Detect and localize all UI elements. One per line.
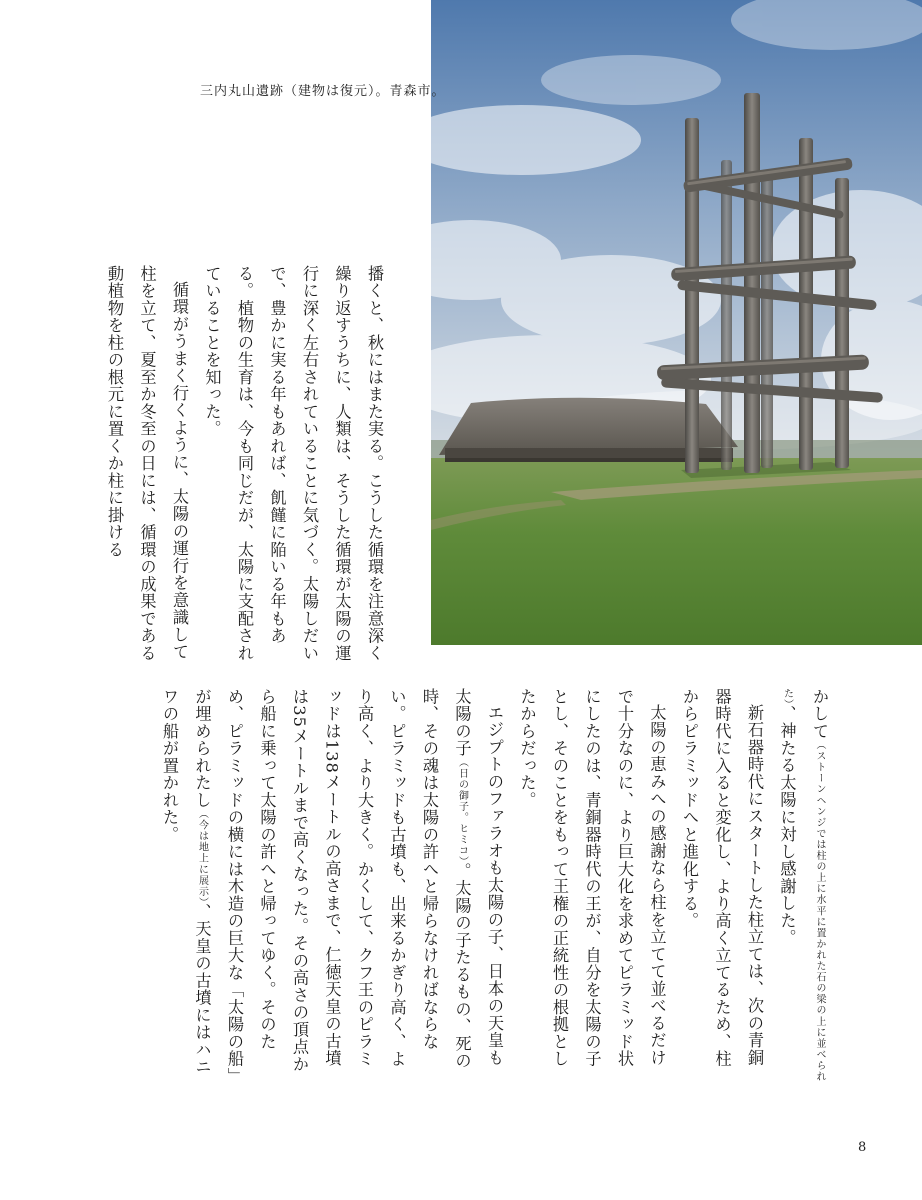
paragraph: 播くと、秋にはまた実る。こうした循環を注意深く繰り返すうちに、人類は、そうした循環が太陽の運行に深く左右されていることに気づく。太陽しだいで、豊かに実る年もあれば、飢饉に陥いる年もある。植物の生育は、今も同じだが、太陽に支配されていることを知った。 bbox=[202, 265, 384, 662]
paragraph: 新石器時代にスタートした柱立ては、次の青銅器時代に入ると変化し、より高く立てるため、柱からピラミッドへと進化する。 bbox=[680, 688, 764, 1068]
photo-caption: 三内丸山遺跡（建物は復元）。青森市。 bbox=[200, 84, 446, 99]
sannai-maruyama-photo bbox=[431, 0, 922, 645]
paragraph: 太陽の恵みへの感謝なら柱を立てて並べるだけで十分なのに、より巨大化を求めてピラミッド状にしたのは、青銅器時代の王が、自分を太陽の子とし、そのことをもって王権の正統性の根拠としたからだった。 bbox=[517, 688, 667, 1068]
text-run: かして bbox=[810, 688, 829, 740]
text-run: 、天皇の古墳にはハニワの船が置かれた。 bbox=[160, 688, 212, 1076]
paragraph bbox=[153, 688, 511, 1083]
page-number: 8 bbox=[858, 1140, 867, 1155]
inline-note: （今は地上に展示） bbox=[196, 808, 208, 904]
text-run: 。太陽の子たるもの、死の時、その魂は太陽の許へと帰らなければならない。ピラミッドも古墳も、出来るかぎり高く、より高く、より大きく。かくして、クフ王のピラミッドは138メートルの高さまで、仁徳天皇の古墳は35メートルまで高くなった。その高さの頂点から船に乗って太陽の許へと帰ってゆく。そのため、ピラミッドの横には木造の巨大な「太陽の船」が埋められたし bbox=[192, 688, 472, 1077]
paragraph: 循環がうまく行くように、太陽の運行を意識して柱を立て、夏至か冬至の日には、循環の成果である動植物を柱の根元に置くか柱に掛ける bbox=[105, 265, 189, 662]
inline-note: （ストーンヘンジでは柱の上に水平に置かれた石の梁の上に並べられた） bbox=[781, 688, 825, 1083]
photo-illustration bbox=[431, 0, 922, 645]
inline-note: （日の御子。ヒミコ） bbox=[456, 757, 468, 863]
text-run: 、神たる太陽に対し感謝した。 bbox=[777, 705, 797, 947]
text-run: エジプトのファラオも太陽の子、日本の天皇も太陽の子 bbox=[452, 688, 504, 1067]
body-text-top bbox=[100, 265, 390, 665]
body-text-bottom bbox=[100, 688, 835, 1083]
paragraph bbox=[770, 688, 835, 1083]
